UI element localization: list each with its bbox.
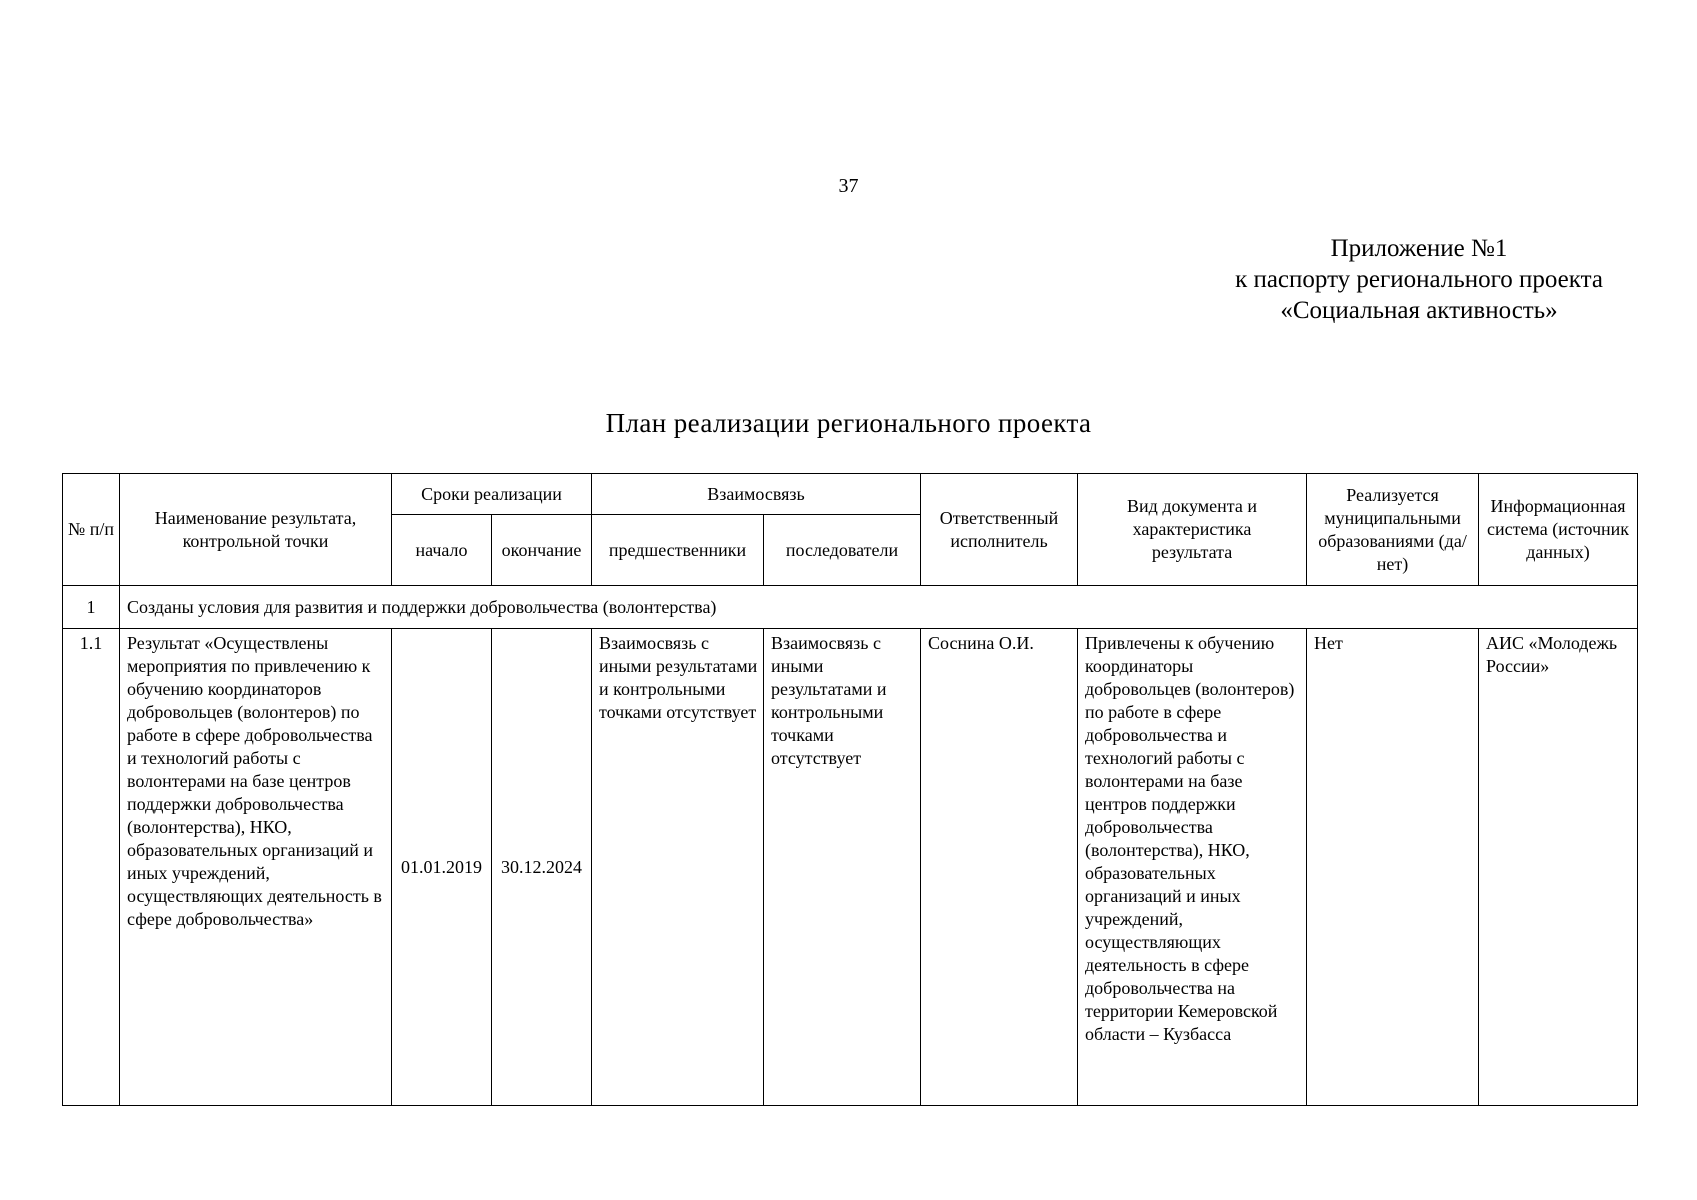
header-predecessors: предшественники: [592, 515, 764, 586]
section-row: [63, 586, 1638, 629]
row-predecessors: Взаимосвязь с иными результатами и контрольными точками отсутствует: [592, 629, 764, 1106]
document-title: План реализации регионального проекта: [605, 408, 1092, 438]
row-municipal: Нет: [1307, 629, 1479, 1106]
header-terms: Сроки реализации: [392, 474, 592, 515]
table-header-row: [63, 474, 1638, 515]
appendix-line-3: «Социальная активность»: [1280, 297, 1558, 324]
row-doc-type: Привлечены к обучению координаторы добровольцев (волонтеров) по работе в сфере добровольчества и технологий работы с волонтерами на базе центров поддержки добровольчества (волонтерства), НКО, образовательных организаций и иных учреждений, осуществляющих деятельность в сфере добровольчества на территории Кемеровской области – Кузбасса: [1078, 629, 1307, 1106]
header-info-system: Информационная система (источник данных): [1479, 474, 1638, 586]
appendix-line-2: к паспорту регионального проекта: [1235, 266, 1603, 293]
section-title: Созданы условия для развития и поддержки добровольчества (волонтерства): [120, 586, 1638, 629]
appendix-header: [1199, 233, 1639, 326]
implementation-plan-table: [62, 473, 1638, 1106]
appendix-line-1: Приложение №1: [1330, 235, 1508, 262]
header-successors: последователи: [764, 515, 921, 586]
row-info-system: АИС «Молодежь России»: [1479, 629, 1638, 1106]
header-responsible: Ответственный исполнитель: [921, 474, 1078, 586]
header-municipal: Реализуется муниципальными образованиями (да/нет): [1307, 474, 1479, 586]
row-start: 01.01.2019: [392, 629, 492, 1106]
section-num: 1: [63, 586, 120, 629]
row-end: 30.12.2024: [492, 629, 592, 1106]
header-end: окончание: [492, 515, 592, 586]
table-row: [63, 629, 1638, 1106]
header-relation: Взаимосвязь: [592, 474, 921, 515]
row-responsible: Соснина О.И.: [921, 629, 1078, 1106]
header-start: начало: [392, 515, 492, 586]
header-num: № п/п: [63, 474, 120, 586]
row-successors: Взаимосвязь с иными результатами и контрольными точками отсутствует: [764, 629, 921, 1106]
page-number: 37: [838, 175, 859, 197]
header-name: Наименование результата, контрольной точки: [120, 474, 392, 586]
header-doc-type: Вид документа и характеристика результата: [1078, 474, 1307, 586]
row-name: Результат «Осуществлены мероприятия по привлечению к обучению координаторов добровольцев (волонтеров) по работе в сфере добровольчества и технологий работы с волонтерами на базе центров поддержки добровольчества (волонтерства), НКО, образовательных организаций и иных учреждений, осуществляющих деятельность в сфере добровольчества»: [120, 629, 392, 1106]
row-num: 1.1: [63, 629, 120, 1106]
